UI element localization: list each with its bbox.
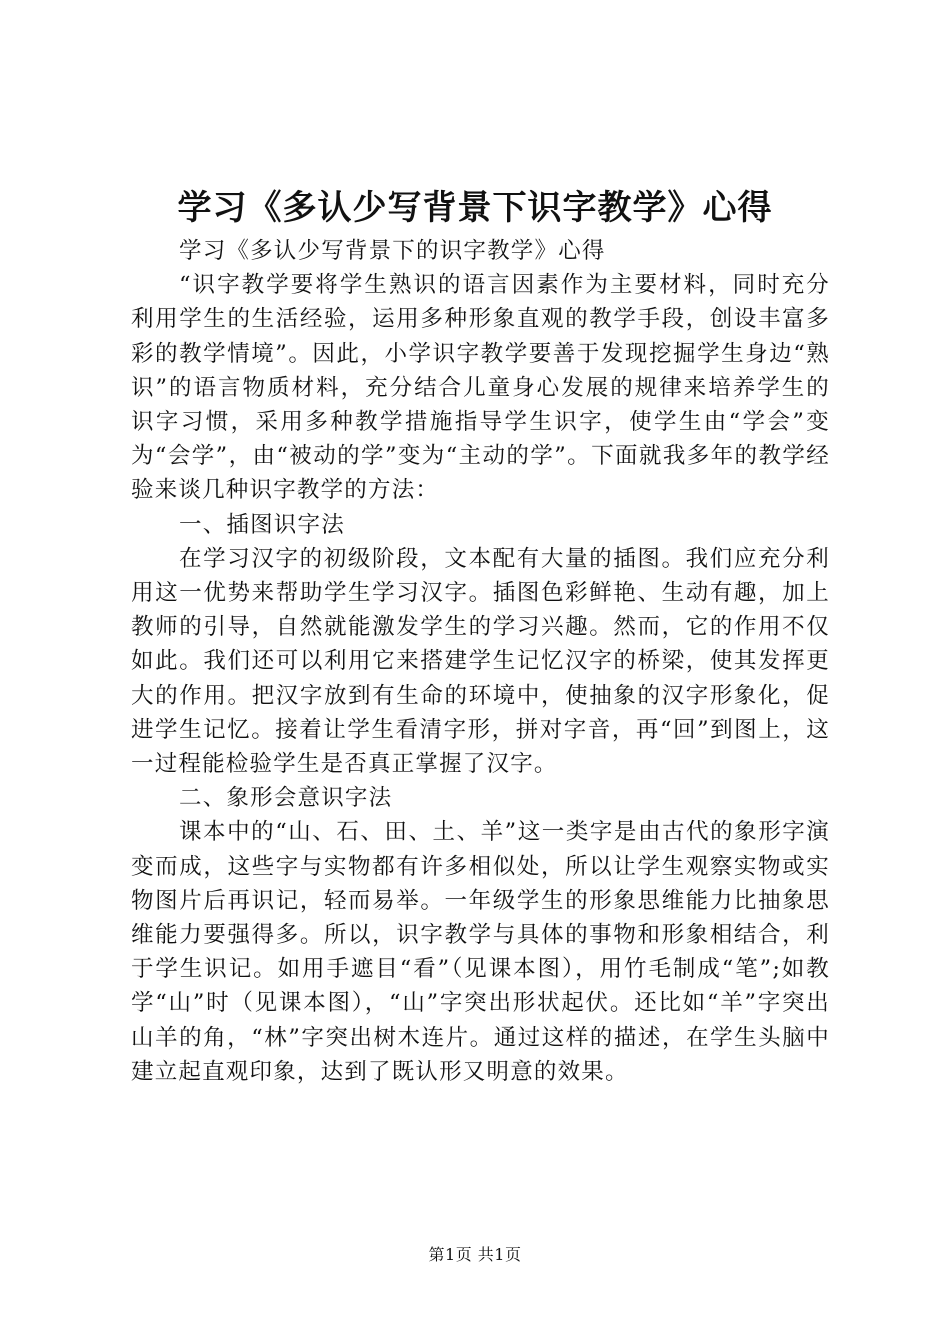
section-1-paragraph: 在学习汉字的初级阶段，文本配有大量的插图。我们应充分利用这一优势来帮助学生学习汉字。插图色彩鲜艳、生动有趣，加上教师的引导，自然就能激发学生的学习兴趣。然而，它的作用不仅如此。我们还可以利用它来搭建学生记忆汉字的桥梁，使其发挥更大的作用。把汉字放到有生命的环境中，使抽象的汉字形象化，促进学生记忆。接着让学生看清字形，拼对字音，再“回”到图上，这一过程能检验学生是否真正掌握了汉字。 <box>131 545 830 778</box>
section-heading-1: 一、插图识字法 <box>179 511 345 538</box>
subtitle-paragraph: 学习《多认少写背景下的识字教学》心得 <box>179 238 606 264</box>
page-footer: 第1页 共1页 <box>428 1245 522 1264</box>
section-heading-2: 二、象形会意识字法 <box>179 785 393 812</box>
section-2-paragraph: 课本中的“山、石、田、土、羊”这一类字是由古代的象形字演变而成，这些字与实物都有许多相似处，所以让学生观察实物或实物图片后再识记，轻而易举。一年级学生的形象思维能力比抽象思维能力要强得多。所以，识字教学与具体的事物和形象相结合，利于学生识记。如用手遮目“看”（见课本图），用竹毛制成“笔”;如教学“山”时（见课本图），“山”字突出形状起伏。还比如“羊”字突出山羊的角，“林”字突出树木连片。通过这样的描述，在学生头脑中建立起直观印象，达到了既认形又明意的效果。 <box>131 819 830 1085</box>
document-title: 学习《多认少写背景下识字教学》心得 <box>177 188 773 228</box>
intro-paragraph: “识字教学要将学生熟识的语言因素作为主要材料，同时充分利用学生的生活经验，运用多种形象直观的教学手段，创设丰富多彩的教学情境”。因此，小学识字教学要善于发现挖掘学生身边“熟识”的语言物质材料，充分结合儿童身心发展的规律来培养学生的识字习惯，采用多种教学措施指导学生识字，使学生由“学会”变为“会学”，由“被动的学”变为“主动的学”。下面就我多年的教学经验来谈几种识字教学的方法： <box>131 272 830 504</box>
document-body <box>131 234 830 1089</box>
